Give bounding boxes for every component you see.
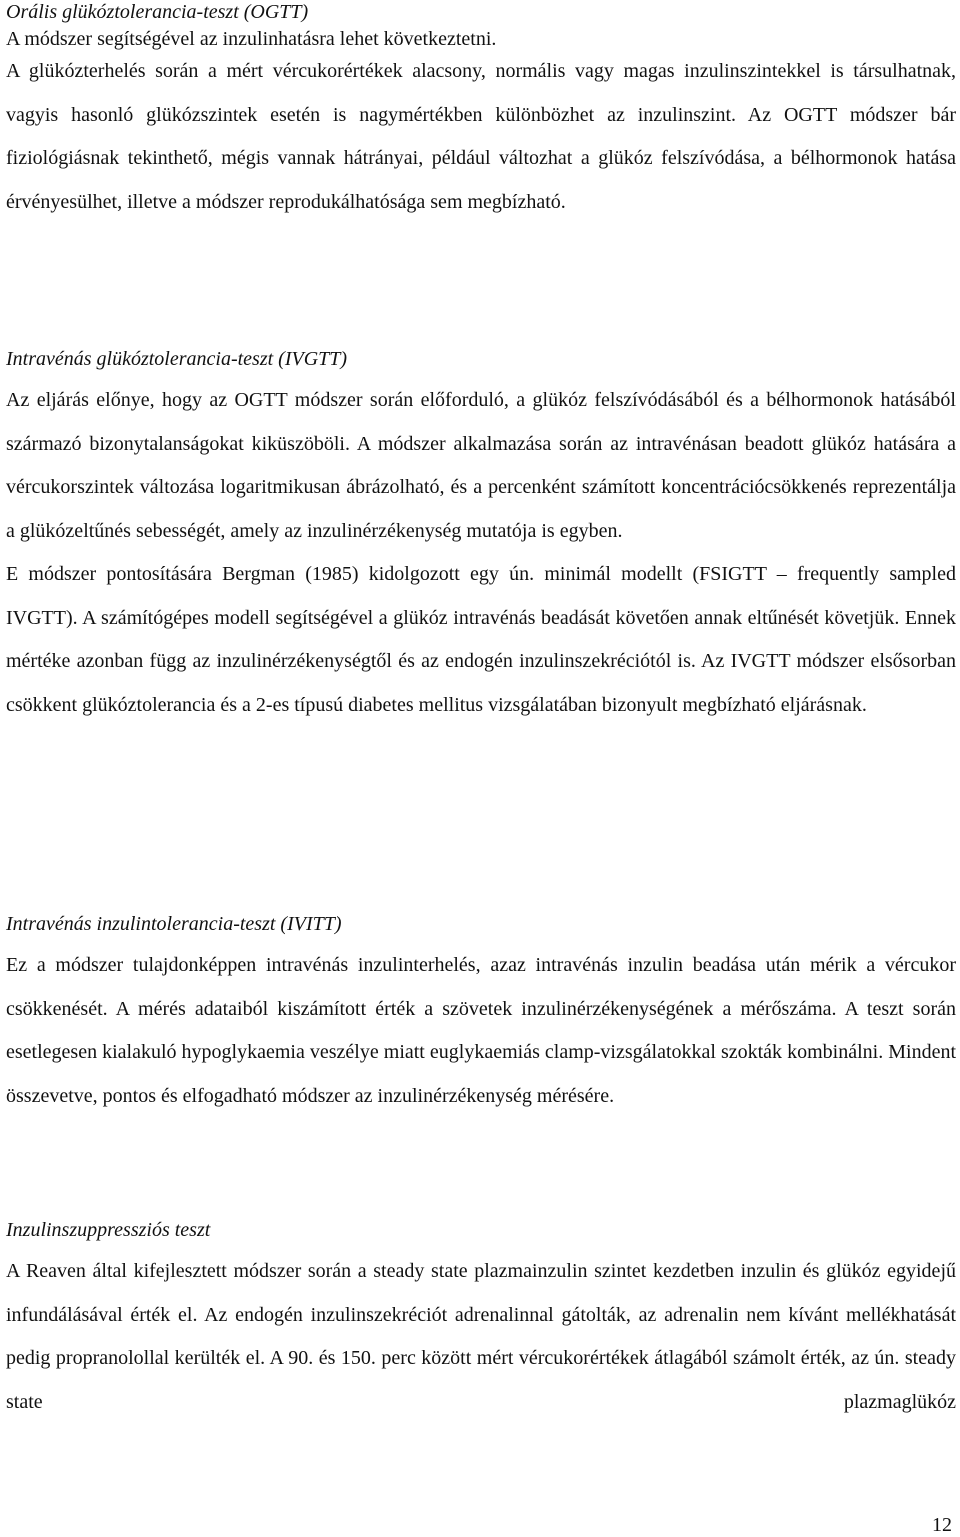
section-paragraph: E módszer pontosítására Bergman (1985) kidolgozott egy ún. minimál modellt (FSIGTT – frequently sampled IVGTT). A számítógépes modell segítségével a glükóz intravénás beadását követően annak eltűnését követjük. Ennek mértéke azonban függ az inzulinérzékenységtől és az endogén inzulinszekréciótól is. Az IVGTT módszer elsősorban csökkent glükóztolerancia és a 2-es típusú diabetes mellitus vizsgálatában bizonyult megbízható eljárásnak. (6, 563, 956, 716)
section-paragraph: Az eljárás előnye, hogy az OGTT módszer során előforduló, a glükóz felszívódásából és a bélhormonok hatásából származó bizonytalanságokat kiküszöböli. A módszer alkalmazása során az intravénásan beadott glükóz hatására a vércukorszintek változása logaritmikusan ábrázolható, és a percenként számított koncentrációcsökkenés reprezentálja a glükózeltűnés sebességét, amely az inzulinérzékenység mutatója is egyben. (6, 389, 956, 542)
section-heading: Intravénás glükóztolerancia-teszt (IVGTT) (6, 348, 348, 370)
section-paragraph: A Reaven által kifejlesztett módszer során a steady state plazmainzulin szintet kezdetben inzulin és glükóz egyidejű infundálásával érték el. Az endogén inzulinszekréciót adrenalinnal gátolták, az adrenalin nem kívánt mellékhatását pedig propranolollal kerülték el. A 90. és 150. perc között mért vércukorértékek átlagából számolt érték, az ún. steady state plazmaglükóz (6, 1260, 956, 1413)
section-ivitt (6, 912, 956, 1118)
section-insulin-suppression (6, 1218, 956, 1424)
section-paragraph: A glükózterhelés során a mért vércukorértékek alacsony, normális vagy magas inzulinszintekkel is társulhatnak, vagyis hasonló glükózszintek esetén is nagymértékben különbözhet az inzulinszint. Az OGTT módszer bár fiziológiásnak tekinthető, mégis vannak hátrányai, például változhat a glükóz felszívódása, a bélhormonok hatása érvényesülhet, illetve a módszer reprodukálhatósága sem megbízható. (6, 60, 956, 213)
section-ogtt (6, 0, 956, 224)
section-heading: Orális glükóztolerancia-teszt (OGTT) (6, 1, 309, 23)
section-heading: Inzulinszuppressziós teszt (6, 1219, 211, 1241)
section-paragraph: Ez a módszer tulajdonképpen intravénás inzulinterhelés, azaz intravénás inzulin beadása után mérik a vércukor csökkenését. A mérés adataiból kiszámított érték a szövetek inzulinérzékenységének a mérőszáma. A teszt során esetlegesen kialakuló hypoglykaemia veszélye miatt euglykaemiás clamp-vizsgálatokkal szokták kombinálni. Mindent összevetve, pontos és elfogadható módszer az inzulinérzékenység mérésére. (6, 954, 956, 1107)
section-intro: A módszer segítségével az inzulinhatásra lehet következtetni. (6, 28, 497, 50)
section-ivgtt (6, 347, 956, 727)
page-number: 12 (932, 1514, 952, 1536)
section-heading: Intravénás inzulintolerancia-teszt (IVITT) (6, 913, 342, 935)
